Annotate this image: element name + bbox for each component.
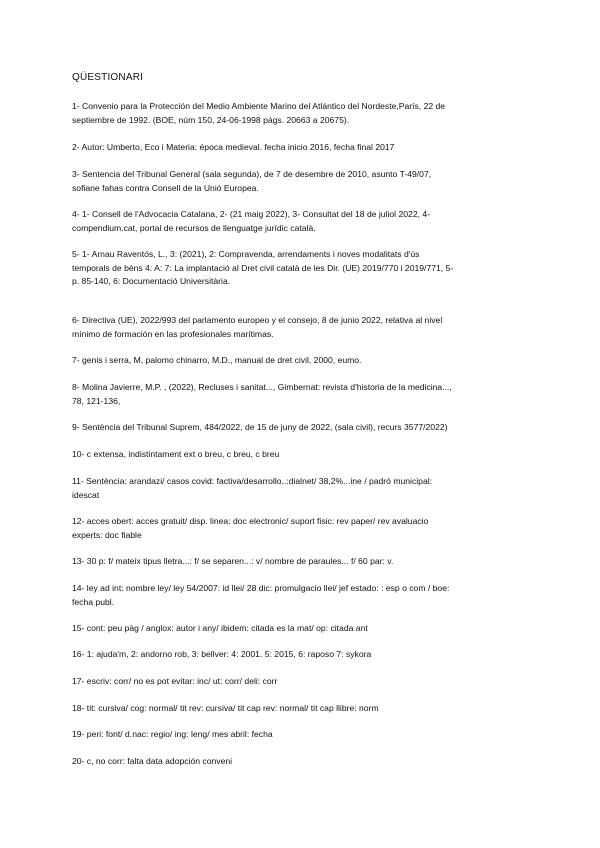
item-line: 8- Molina Javierre, M.P. , (2022), Recluses i sanitat..., Gimbernat: revista d'historia de la medicina..., xyxy=(72,382,452,392)
item-line: 1- Convenio para la Protección del Medio Ambiente Marino del Atlántico del Nordeste,París, 22 de xyxy=(72,101,446,111)
item-line: 12- acces obert: acces gratuit/ disp. linea: doc electronic/ suport fisic: rev paper/ rev avaluacio xyxy=(72,516,429,526)
item-line: 11- Sentència: arandazi/ casos covid: factiva/desarrollo..:dialnet/ 38,2%...ine / padró municipal: xyxy=(72,476,433,486)
question-item-6 xyxy=(72,314,528,341)
question-item-5 xyxy=(72,248,528,289)
question-item-9 xyxy=(72,421,528,435)
item-line: temporals de béns 4: A: 7: La implantació al Dret civil català de les Dir. (UE) 2019/770 i 2019/771, 5- xyxy=(72,262,454,273)
question-item-15 xyxy=(72,622,528,636)
item-line: 10- c extensa, indistintament ext o breu, c breu, c breu xyxy=(72,449,280,459)
question-item-19 xyxy=(72,728,528,742)
item-line: experts: doc fiable xyxy=(72,529,142,540)
question-item-20 xyxy=(72,755,528,769)
question-item-1 xyxy=(72,100,528,127)
item-line: idescat xyxy=(72,489,100,500)
item-line: sofiane fahas contra Consell de la Unió Europea. xyxy=(72,182,259,193)
item-line: 7- genis i serra, M, palomo chinarro, M.D., manual de dret civil, 2000, eumo. xyxy=(72,355,362,365)
item-line: 9- Sentència del Tribunal Suprem, 484/2022, de 15 de juny de 2022, (sala civil), recurs 3577/2022) xyxy=(72,422,448,432)
page-title: QÜESTIONARI xyxy=(72,72,144,83)
question-item-7 xyxy=(72,354,528,368)
item-line: 14- ley ad int: nombre ley/ ley 54/2007: id llei/ 28 dic: promulgacio llei/ jef estado: : esp o com / boe: xyxy=(72,583,450,593)
item-line: 16- 1: ajuda'm, 2: andorno rob, 3: bellver: 4: 2001. 5: 2015, 6: raposo 7: sykora xyxy=(72,649,372,659)
question-item-13 xyxy=(72,555,528,569)
item-line: 17- escriv: corr/ no es pot evitar: inc/ ut: corr/ deli: corr xyxy=(72,676,278,686)
question-item-4 xyxy=(72,208,528,235)
item-line: 18- tit: cursiva/ cog: normal/ tit rev: cursiva/ tit cap rev: normal/ tit cap llibre: norm xyxy=(72,703,379,713)
question-item-16 xyxy=(72,648,528,662)
item-line: 78, 121-136, xyxy=(72,395,121,406)
question-item-11 xyxy=(72,475,528,502)
question-item-17 xyxy=(72,675,528,689)
item-line: septiembre de 1992. (BOE, núm 150, 24-06-1998 págs. 20663 a 20675). xyxy=(72,114,350,125)
question-item-8 xyxy=(72,381,528,408)
question-item-2 xyxy=(72,141,528,155)
item-line: fecha publ. xyxy=(72,596,115,607)
question-item-12 xyxy=(72,515,528,542)
item-line: 5- 1- Arnau Raventós, L., 3: (2021), 2: Compravenda, arrendaments i noves modalitats d'ús xyxy=(72,249,420,259)
item-line: 6- Directiva (UE), 2022/993 del parlamento europeo y el consejo, 8 de junio 2022, relativa al nivel xyxy=(72,315,443,325)
item-line: 2- Autor: Umberto, Eco i Materia: época medieval. fecha inicio 2016, fecha final 2017 xyxy=(72,142,395,152)
item-line: 19- peri: font/ d.nac: regio/ ing: leng/ mes abril: fecha xyxy=(72,729,273,739)
item-line: p. 85-140, 6: Documentació Universitària. xyxy=(72,276,231,286)
item-line: 3- Sentencia del Tribunal General (sala segunda), de 7 de desembre de 2010, asunto T-49/07, xyxy=(72,169,432,179)
item-line: 15- cont: peu pàg / anglox: autor i any/ ibidem: citada es la mat/ op: citada ant xyxy=(72,623,368,633)
item-line: compendium.cat, portal de recursos de llenguatge jurídic català. xyxy=(72,222,316,233)
question-item-18 xyxy=(72,702,528,716)
item-line: 13- 30 p: f/ mateix tipus lletra...: f/ se separen...: v/ nombre de paraules... f/ 60 par: v. xyxy=(72,556,394,566)
item-line: 20- c, no corr: falta data adopción conveni xyxy=(72,756,233,766)
item-line: mínimo de formación en las profesionales marítimas. xyxy=(72,328,274,339)
item-line: 4- 1- Consell de l'Advocacia Catalana, 2- (21 maig 2022), 3- Consultat del 18 de juliol 2022, 4- xyxy=(72,209,431,219)
question-item-14 xyxy=(72,582,528,609)
question-item-3 xyxy=(72,168,528,195)
question-item-10 xyxy=(72,448,528,462)
